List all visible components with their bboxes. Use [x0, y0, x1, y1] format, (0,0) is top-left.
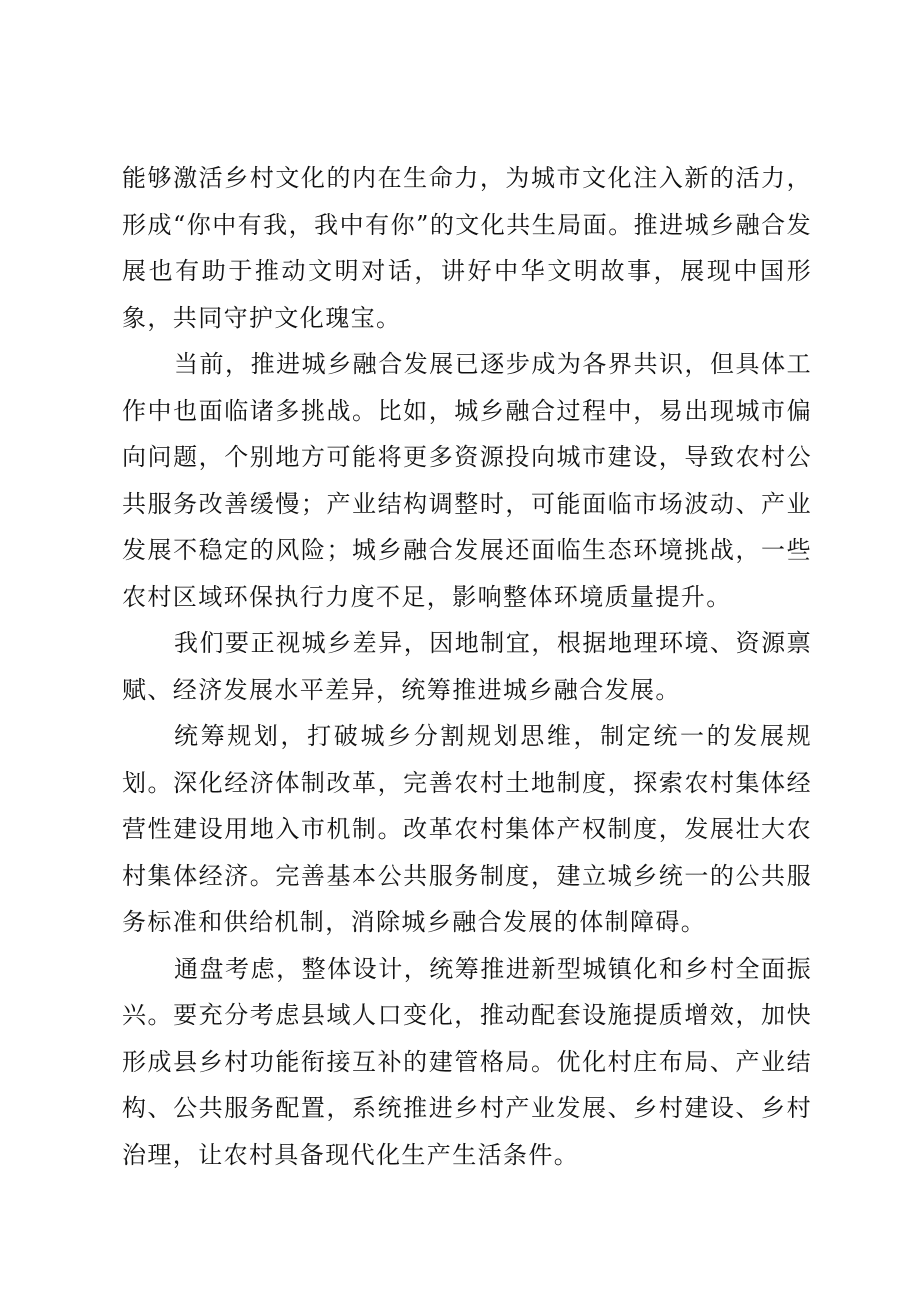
paragraph-continuation: 能够激活乡村文化的内在生命力，为城市文化注入新的活力，形成“你中有我，我中有你”的文化共生局面。推进城乡融合发展也有助于推动文明对话，讲好中华文明故事，展现中国形象，共同守护文化瑰宝。 — [122, 164, 812, 332]
paragraph-overall-design: 通盘考虑，整体设计，统筹推进新型城镇化和乡村全面振兴。要充分考虑县域人口变化，推动配套设施提质增效，加快形成县乡村功能衔接互补的建管格局。优化村庄布局、产业结构、公共服务配置，系统推进乡村产业发展、乡村建设、乡村治理，让农村具备现代化生产生活条件。 — [122, 954, 812, 1169]
paragraph-challenges: 当前，推进城乡融合发展已逐步成为各界共识，但具体工作中也面临诸多挑战。比如，城乡融合过程中，易出现城市偏向问题，个别地方可能将更多资源投向城市建设，导致农村公共服务改善缓慢；产业结构调整时，可能面临市场波动、产业发展不稳定的风险；城乡融合发展还面临生态环境挑战，一些农村区域环保执行力度不足，影响整体环境质量提升。 — [122, 350, 812, 611]
article-body — [122, 155, 812, 1178]
paragraph-overall-planning: 统筹规划，打破城乡分割规划思维，制定统一的发展规划。深化经济体制改革，完善农村土地制度，探索农村集体经营性建设用地入市机制。改革农村集体产权制度，发展壮大农村集体经济。完善基本公共服务制度，建立城乡统一的公共服务标准和供给机制，消除城乡融合发展的体制障碍。 — [122, 722, 812, 936]
paragraph-local-conditions: 我们要正视城乡差异，因地制宜，根据地理环境、资源禀赋、经济发展水平差异，统筹推进城乡融合发展。 — [122, 629, 812, 704]
